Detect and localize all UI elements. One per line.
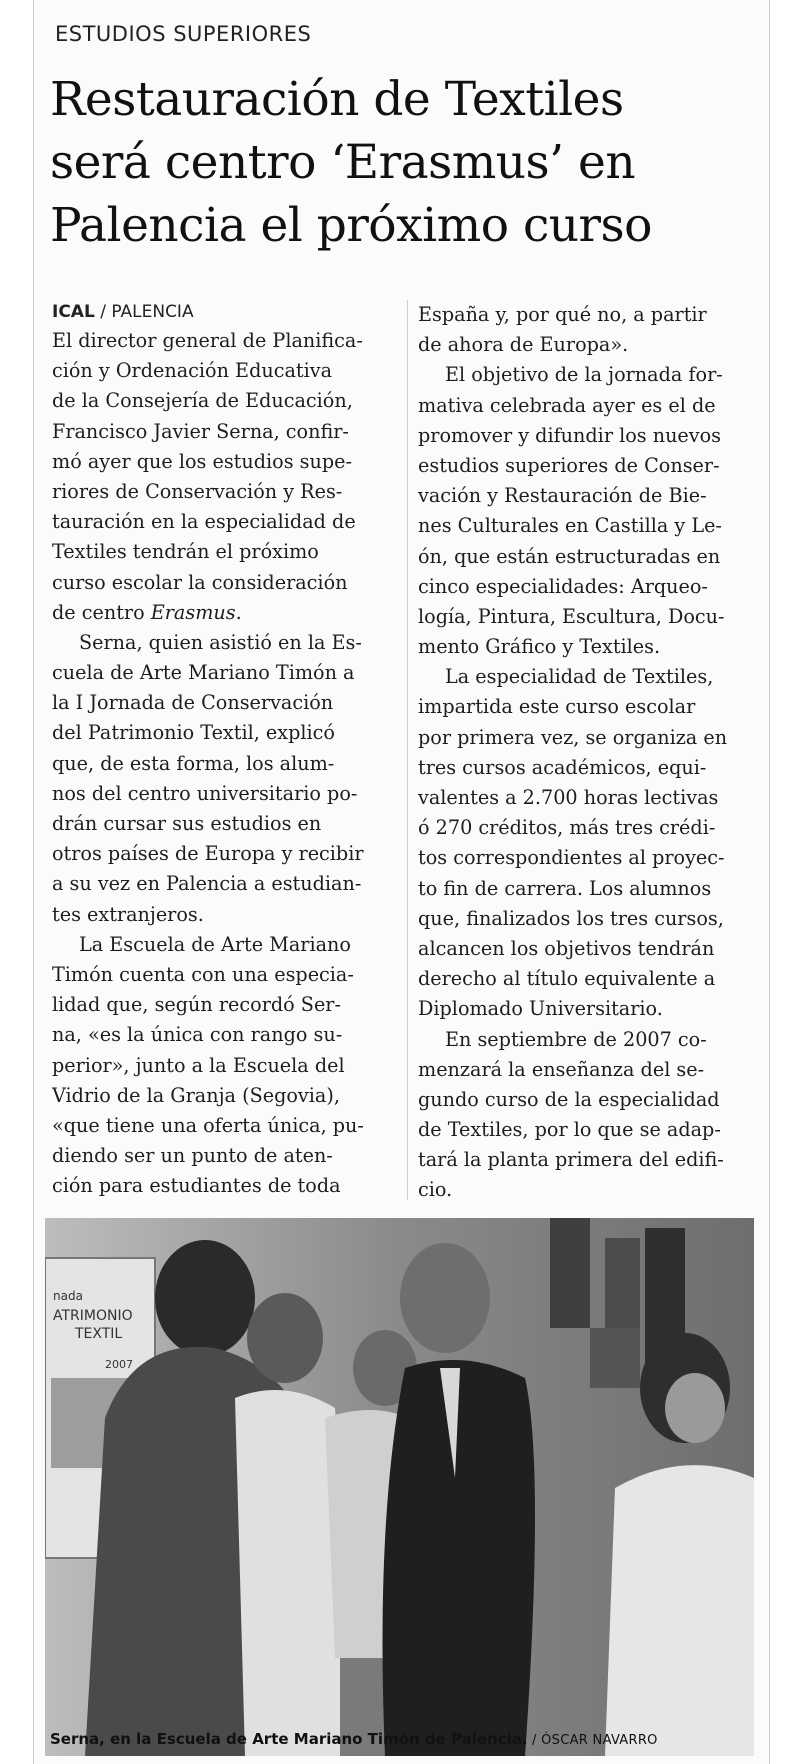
italic-term: Erasmus (150, 600, 236, 624)
caption-text: Serna, en la Escuela de Arte Mariano Timón de Palencia. (50, 1730, 528, 1748)
body-line: por primera vez, se organiza en (418, 725, 728, 749)
body-line: tos correspondientes al proyec- (418, 846, 725, 870)
photo-caption (50, 1730, 760, 1748)
body-line: diendo ser un punto de aten- (52, 1144, 333, 1168)
body-line: nes Culturales en Castilla y Le- (418, 514, 722, 538)
body-line: tes extranjeros. (52, 902, 204, 926)
body-line: vación y Restauración de Bie- (418, 484, 707, 508)
poster-text: 2007 (105, 1358, 133, 1371)
body-line: tres cursos académicos, equi- (418, 755, 707, 779)
body-line: ó 270 créditos, más tres crédi- (418, 816, 716, 840)
body-line: ción para estudiantes de toda (52, 1174, 341, 1198)
body-line: ón, que están estructuradas en (418, 544, 721, 568)
body-line: Timón cuenta con una especia- (52, 962, 354, 986)
headline-line: Restauración de Textiles (50, 72, 624, 127)
body-line: que, de esta forma, los alum- (52, 751, 335, 775)
body-line: de ahora de Europa». (418, 333, 629, 357)
body-line: valentes a 2.700 horas lectivas (418, 786, 719, 809)
body-line: impartida este curso escolar (418, 695, 696, 719)
body-line: menzará la enseñanza del se- (418, 1057, 705, 1081)
headline-line: será centro ‘Erasmus’ en (50, 135, 636, 190)
body-line: de Textiles, por lo que se adap- (418, 1118, 721, 1142)
body-line: mó ayer que los estudios supe- (52, 449, 352, 473)
body-line: «que tiene una oferta única, pu- (52, 1113, 364, 1137)
wall-frame (605, 1238, 640, 1328)
poster-text: ATRIMONIO (53, 1308, 133, 1324)
headline-line: Palencia el próximo curso (50, 198, 652, 253)
body-line: ción y Ordenación Educativa (52, 359, 333, 383)
wall-frame (590, 1328, 640, 1388)
body-line: La Escuela de Arte Mariano (79, 932, 351, 956)
body-line: del Patrimonio Textil, explicó (52, 721, 335, 745)
body-line: curso escolar la consideración (52, 570, 348, 594)
body-line: mativa celebrada ayer es el de (418, 393, 716, 417)
body-line: a su vez en Palencia a estudian- (52, 872, 362, 896)
body-line: tará la planta primera del edifi- (418, 1148, 724, 1172)
body-line: perior», junto a la Escuela del (52, 1053, 345, 1077)
body-line: riores de Conservación y Res- (52, 479, 343, 503)
body-line: El director general de Planifica- (52, 329, 363, 352)
body-line: Serna, quien asistió en la Es- (79, 630, 362, 654)
body-line: gundo curso de la especialidad (418, 1087, 720, 1111)
body-line: mento Gráfico y Textiles. (418, 635, 661, 659)
body-line: cinco especialidades: Arqueo- (418, 574, 708, 598)
byline-agency: ICAL (52, 302, 95, 322)
body-line: estudios superiores de Conser- (418, 453, 720, 477)
body-line: de centro Erasmus. (52, 600, 242, 624)
body-line: Francisco Javier Serna, confir- (52, 419, 349, 443)
body-line: En septiembre de 2007 co- (445, 1027, 707, 1051)
body-line: que, finalizados los tres cursos, (418, 906, 724, 930)
byline (52, 302, 194, 322)
poster-text: nada (53, 1289, 83, 1303)
body-line: nos del centro universitario po- (52, 781, 358, 805)
body-line: cuela de Arte Mariano Timón a (52, 661, 355, 685)
body-line: Textiles tendrán el próximo (52, 540, 319, 564)
byline-place: PALENCIA (111, 302, 194, 322)
photo-illustration (45, 1218, 754, 1756)
body-line: to fin de carrera. Los alumnos (418, 876, 712, 900)
body-line: derecho al título equivalente a (418, 967, 716, 991)
photo-credit: / ÓSCAR NAVARRO (527, 1733, 658, 1748)
body-line: Diplomado Universitario. (418, 997, 663, 1021)
body-line: tauración en la especialidad de (52, 510, 356, 534)
body-line: drán cursar sus estudios en (52, 812, 322, 835)
byline-separator: / (94, 302, 112, 322)
body-line: alcancen los objetivos tendrán (418, 936, 715, 960)
section-label: ESTUDIOS SUPERIORES (55, 22, 312, 46)
body-line: promover y difundir los nuevos (418, 423, 722, 447)
body-line: Vidrio de la Granja (Segovia), (52, 1083, 340, 1107)
body-line: cio. (418, 1178, 453, 1202)
body-line: El objetivo de la jornada for- (445, 363, 723, 387)
body-line: logía, Pintura, Escultura, Docu- (418, 604, 725, 628)
headline (50, 68, 750, 257)
body-line: de la Consejería de Educación, (52, 389, 353, 413)
body-column-left (52, 326, 397, 1201)
poster-text: TEXTIL (75, 1326, 123, 1342)
body-line: la I Jornada de Conservación (52, 691, 334, 715)
body-line: na, «es la única con rango su- (52, 1023, 343, 1047)
news-photo (45, 1218, 754, 1756)
wall-frame (550, 1218, 590, 1328)
column-divider (407, 300, 408, 1200)
body-line: lidad que, según recordó Ser- (52, 993, 341, 1017)
body-column-right (418, 300, 758, 1206)
body-line: España y, por qué no, a partir (418, 303, 707, 326)
body-line: La especialidad de Textiles, (445, 665, 714, 689)
body-line: otros países de Europa y recibir (52, 842, 364, 866)
